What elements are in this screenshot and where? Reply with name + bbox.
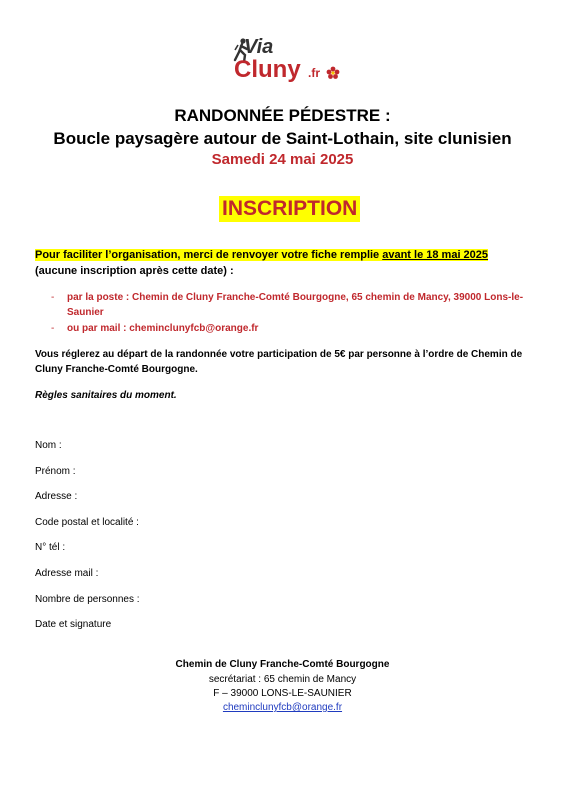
bullet-mail: ou par mail : cheminclunyfcb@orange.fr <box>67 323 259 334</box>
title-line1: RANDONNÉE PÉDESTRE : <box>174 106 391 125</box>
inscription-heading: INSCRIPTION <box>219 196 360 222</box>
intro-highlight: Pour faciliter l’organisation, merci de renvoyer votre fiche remplie <box>35 249 383 261</box>
field-adresse: Adresse : <box>35 491 78 502</box>
field-nom: Nom : <box>35 440 62 451</box>
logo-fr: .fr <box>308 66 320 80</box>
bullet-post-line2: Saunier <box>67 307 104 318</box>
logo-cluny: Cluny <box>234 56 301 83</box>
rules-text: Règles sanitaires du moment. <box>35 390 177 401</box>
field-date-signature: Date et signature <box>35 619 112 630</box>
field-code-postal: Code postal et localité : <box>35 517 139 528</box>
field-prenom: Prénom : <box>35 466 76 477</box>
title-line2: Boucle paysagère autour de Saint-Lothain, site clunisien <box>53 129 512 148</box>
bullet-dash: - <box>51 292 55 303</box>
footer-secretariat: secrétariat : 65 chemin de Mancy <box>208 674 357 685</box>
payment-line2: Cluny Franche-Comté Bourgogne. <box>35 364 198 375</box>
flower-icon <box>326 66 340 80</box>
via-cluny-logo <box>230 36 350 88</box>
payment-line1: Vous réglerez au départ de la randonnée votre participation de 5€ par personne à l’ordre de Chemin de <box>35 349 523 360</box>
field-nombre-personnes: Nombre de personnes : <box>35 594 140 605</box>
bullet-dash: - <box>51 323 55 334</box>
bullet-post <box>67 290 537 320</box>
bullet-post-line1: par la poste : Chemin de Cluny Franche-Comté Bourgogne, 65 chemin de Mancy, 39000 Lons-le- <box>67 292 524 303</box>
footer-org: Chemin de Cluny Franche-Comté Bourgogne <box>175 659 390 670</box>
field-telephone: N° tél : <box>35 542 66 553</box>
intro-line <box>35 247 488 263</box>
intro-note: (aucune inscription après cette date) : <box>35 265 234 277</box>
event-date: Samedi 24 mai 2025 <box>211 151 354 168</box>
field-email: Adresse mail : <box>35 568 99 579</box>
payment-text <box>35 347 535 377</box>
footer-email-link[interactable]: cheminclunyfcb@orange.fr <box>222 702 343 713</box>
logo-via: Via <box>244 36 274 58</box>
footer-city: F – 39000 LONS-LE-SAUNIER <box>213 688 352 699</box>
deadline: avant le 18 mai 2025 <box>382 249 489 261</box>
